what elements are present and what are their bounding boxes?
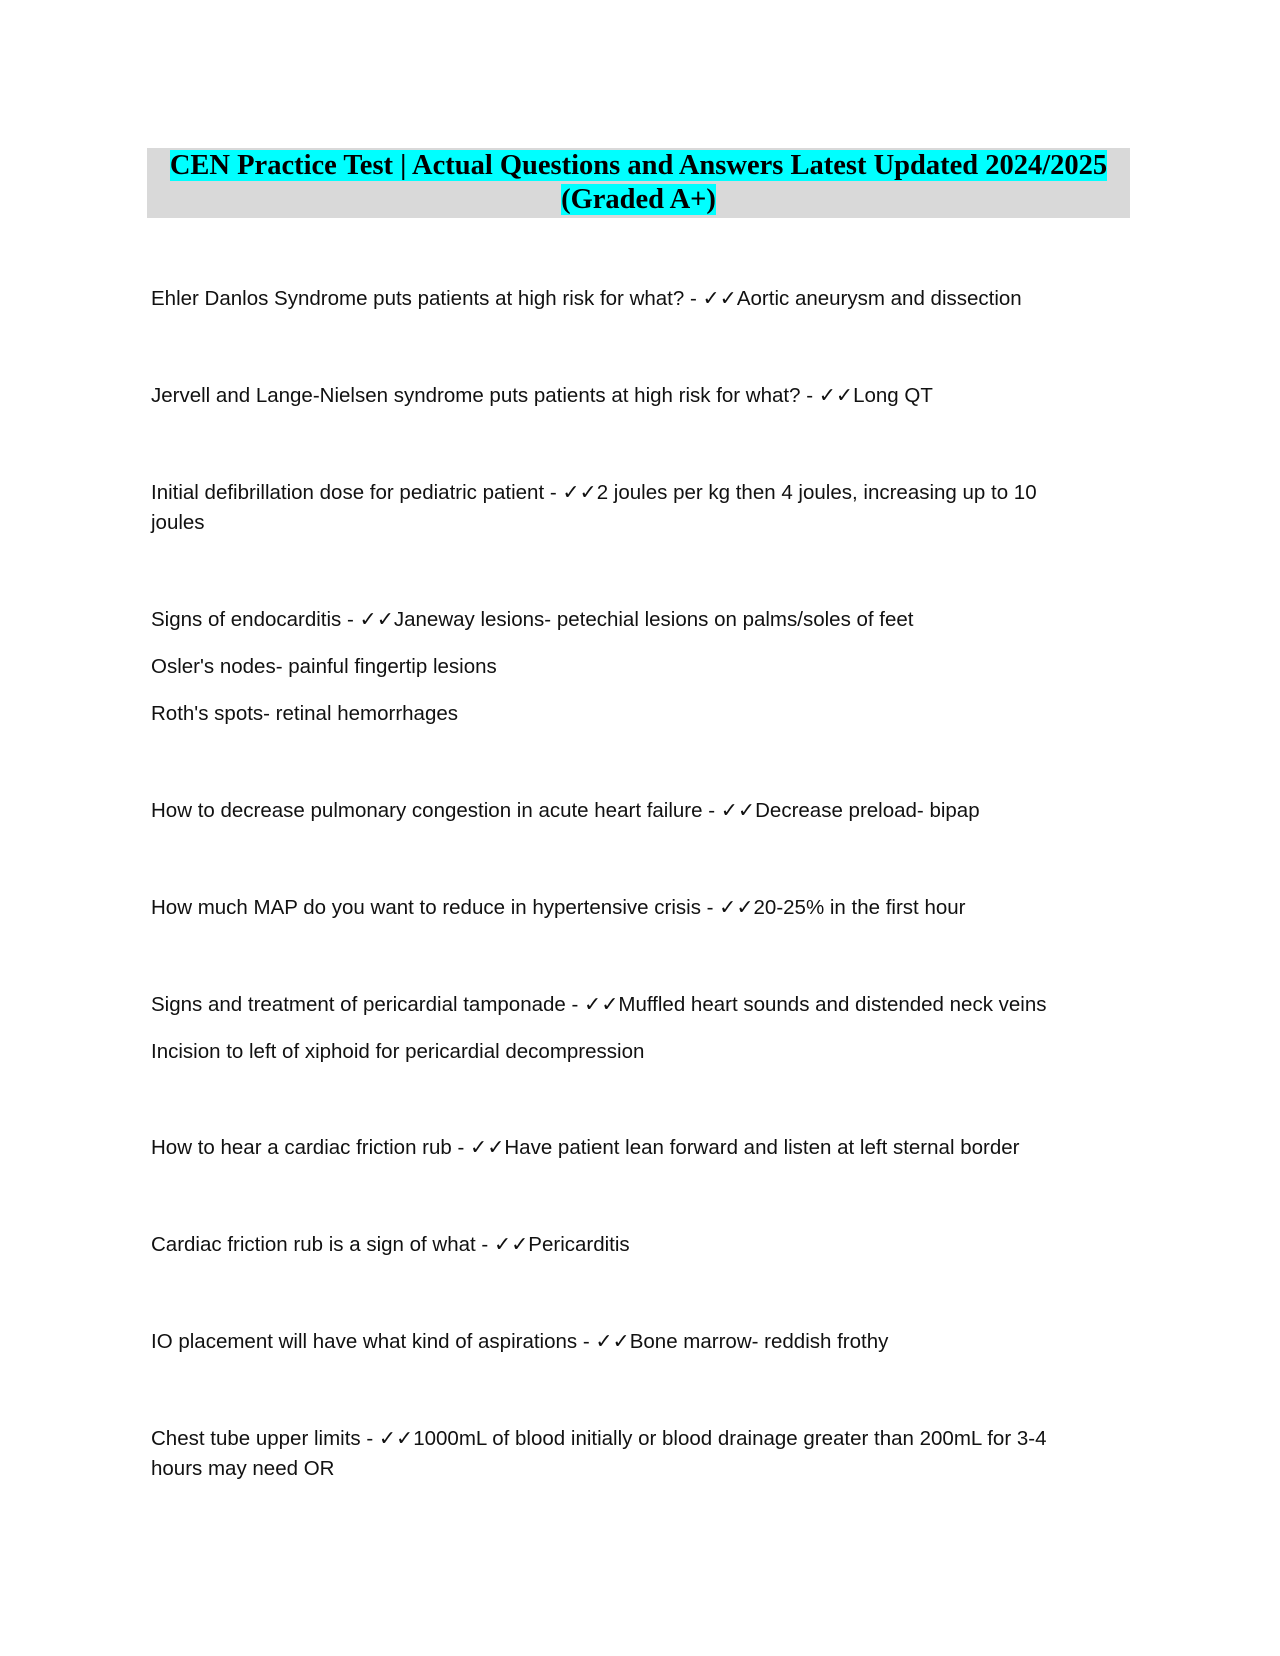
qa-line: Osler's nodes- painful fingertip lesions [151, 655, 497, 678]
qa-line: Ehler Danlos Syndrome puts patients at high risk for what? - ✓✓Aortic aneurysm and dissection [151, 287, 1022, 310]
qa-item [151, 284, 1091, 314]
qa-line: How to decrease pulmonary congestion in acute heart failure - ✓✓Decrease preload- bipap [151, 799, 980, 822]
qa-line: Signs and treatment of pericardial tamponade - ✓✓Muffled heart sounds and distended neck veins [151, 993, 1047, 1016]
qa-line: Incision to left of xiphoid for pericardial decompression [151, 1040, 645, 1063]
qa-line: Signs of endocarditis - ✓✓Janeway lesions- petechial lesions on palms/soles of feet [151, 608, 914, 631]
qa-item [151, 1230, 1091, 1260]
qa-item [151, 605, 1091, 729]
title-line-1: CEN Practice Test | Actual Questions and Answers Latest Updated 2024/2025 [169, 150, 1108, 181]
qa-line: How to hear a cardiac friction rub - ✓✓Have patient lean forward and listen at left sternal border [151, 1136, 1020, 1159]
qa-line: How much MAP do you want to reduce in hypertensive crisis - ✓✓20-25% in the first hour [151, 896, 966, 919]
qa-item [151, 796, 1091, 826]
qa-item [151, 1424, 1091, 1484]
document-title [147, 148, 1130, 218]
qa-item [151, 1327, 1091, 1357]
qa-line: Jervell and Lange-Nielsen syndrome puts patients at high risk for what? - ✓✓Long QT [151, 384, 933, 407]
qa-line: Chest tube upper limits - ✓✓1000mL of blood initially or blood drainage greater than 200mL for 3-4 hours may need OR [151, 1427, 1047, 1480]
qa-item [151, 478, 1091, 538]
qa-line: Initial defibrillation dose for pediatric patient - ✓✓2 joules per kg then 4 joules, increasing up to 10 joules [151, 481, 1037, 534]
qa-line: Roth's spots- retinal hemorrhages [151, 702, 458, 725]
title-line-2: (Graded A+) [561, 184, 716, 215]
qa-item [151, 893, 1091, 923]
qa-item [151, 990, 1091, 1067]
qa-line: Cardiac friction rub is a sign of what - ✓✓Pericarditis [151, 1233, 630, 1256]
qa-item [151, 1133, 1091, 1163]
qa-line: IO placement will have what kind of aspirations - ✓✓Bone marrow- reddish frothy [151, 1330, 889, 1353]
qa-item [151, 381, 1091, 411]
